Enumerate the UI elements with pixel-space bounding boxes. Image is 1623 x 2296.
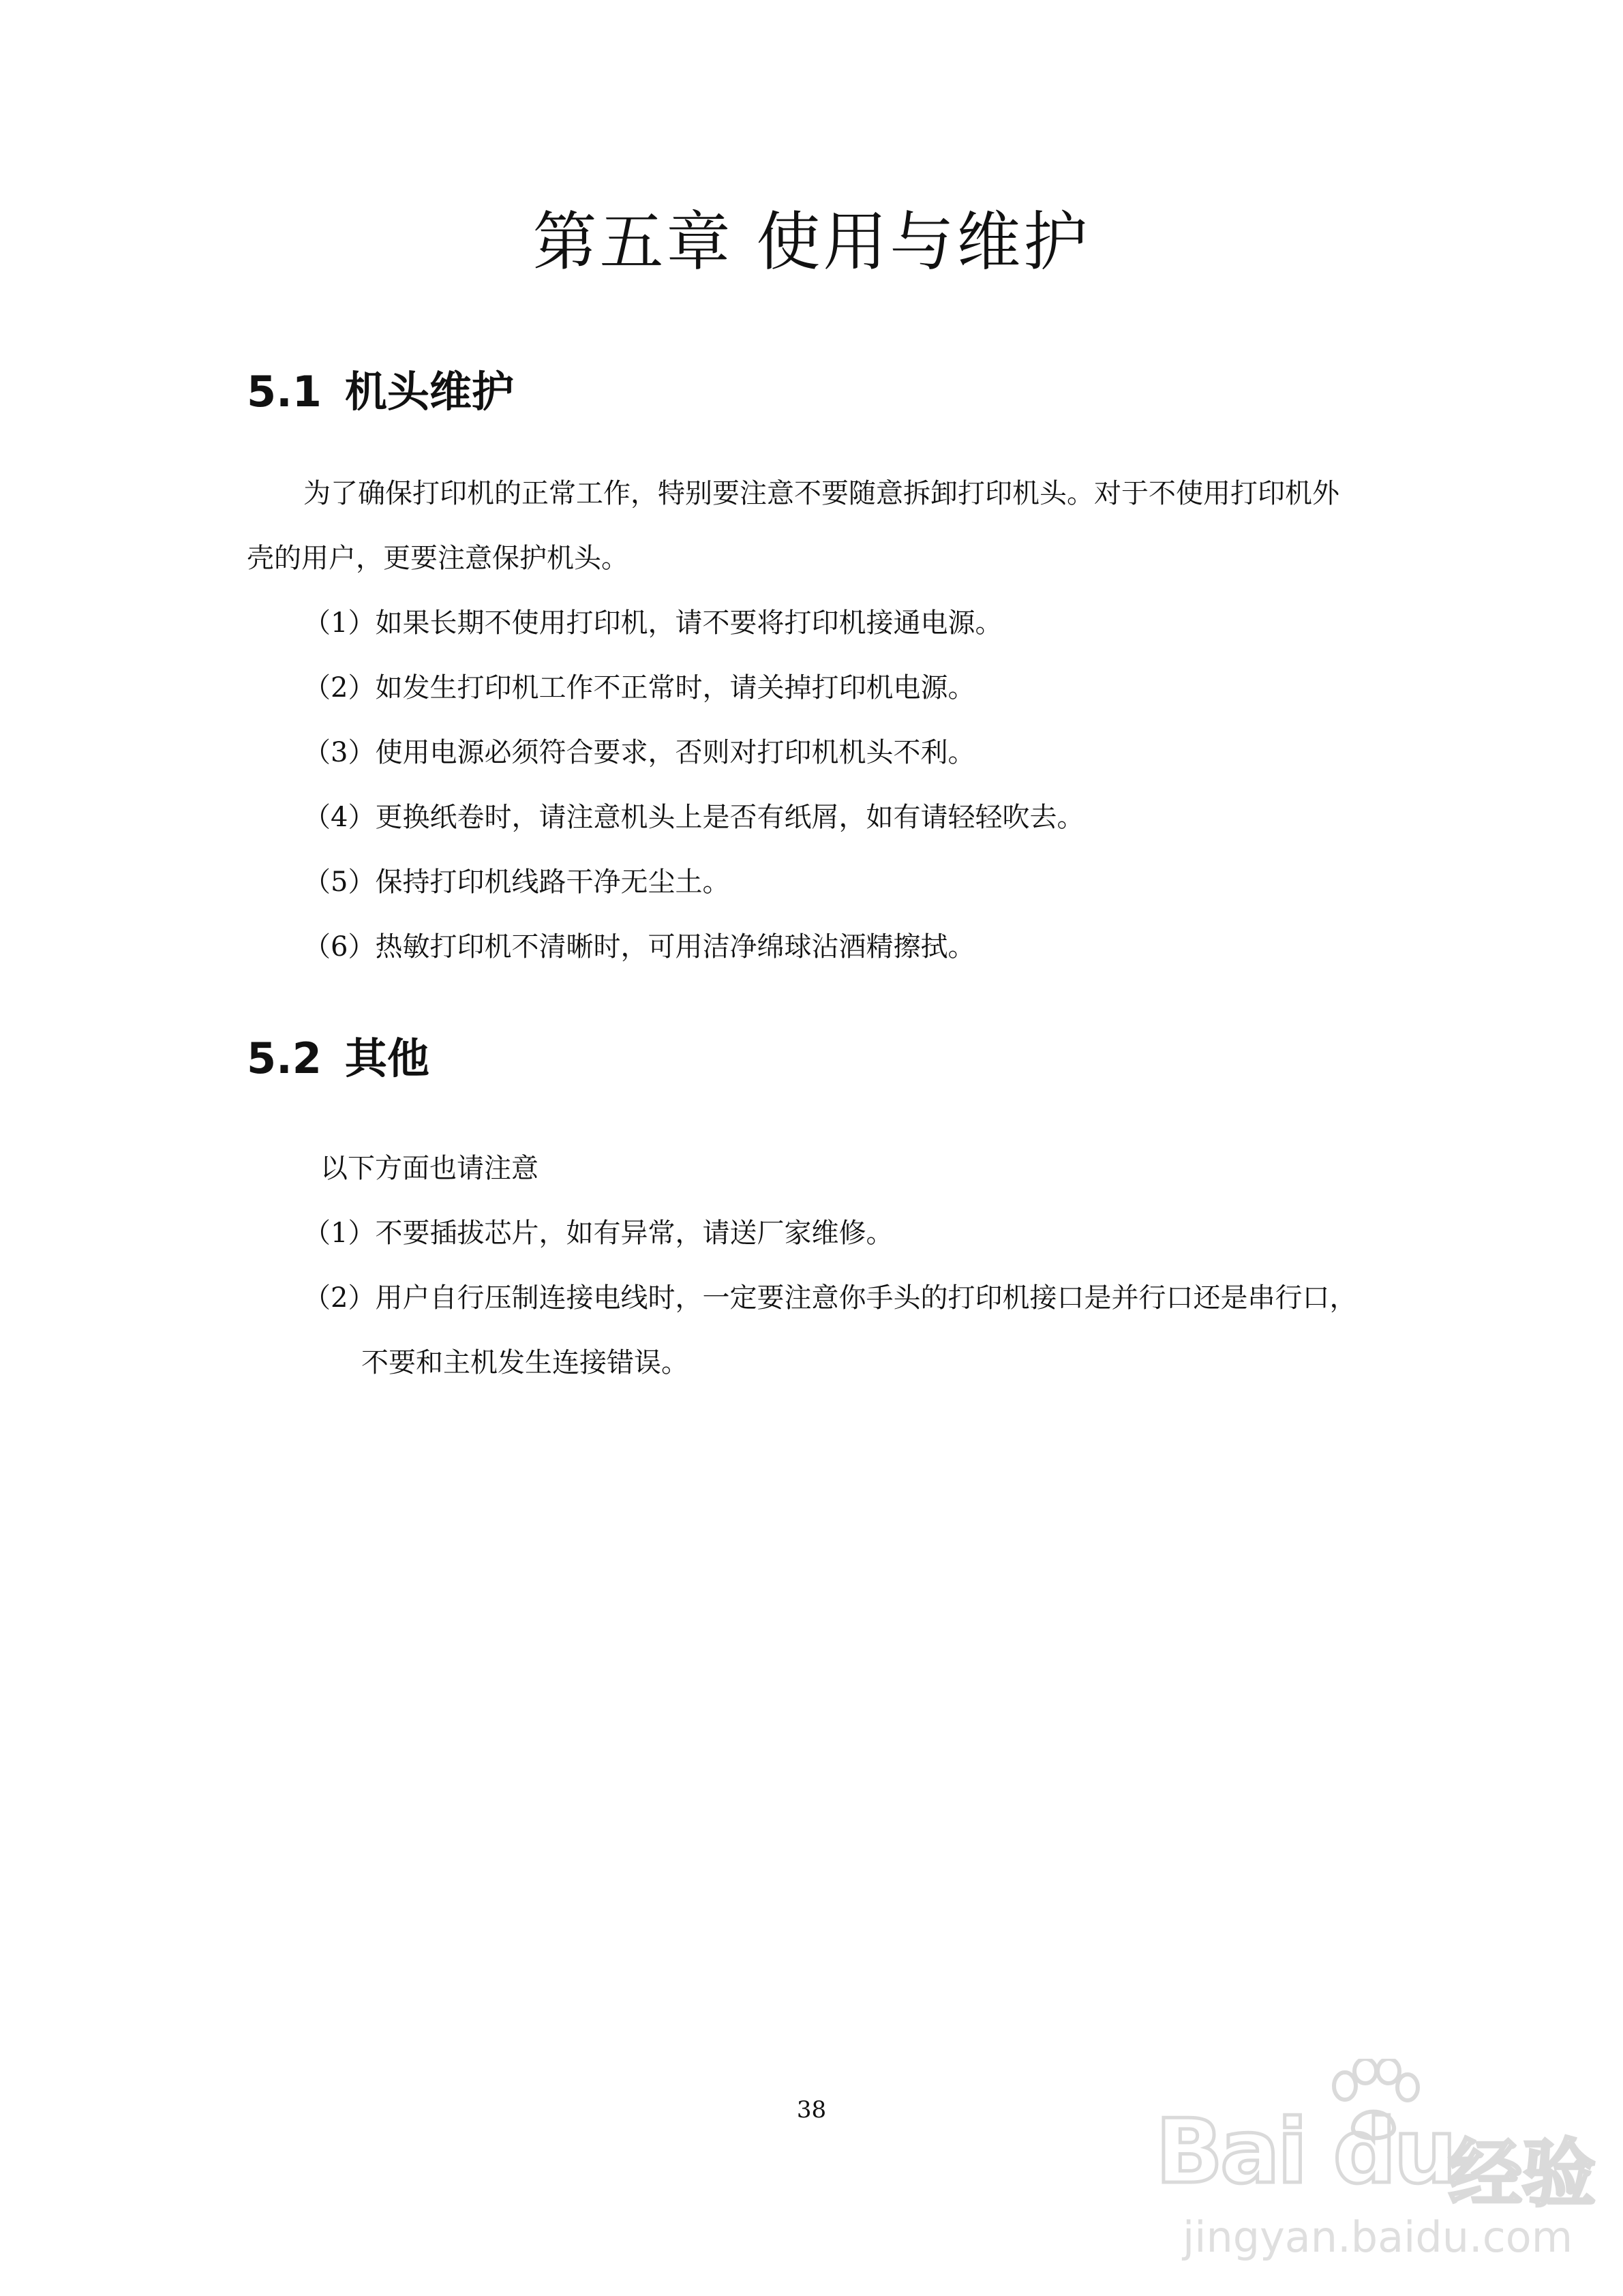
list-item: （1）如果长期不使用打印机，请不要将打印机接通电源。 xyxy=(303,607,1003,639)
watermark-product-text: 经验 xyxy=(1448,2132,1596,2217)
list-item: （5）保持打印机线路干净无尘土。 xyxy=(303,866,730,898)
section-heading-5-1 xyxy=(247,367,514,417)
section2-intro: 以下方面也请注意 xyxy=(320,1153,539,1184)
section-title: 其他 xyxy=(344,1033,429,1083)
section1-intro-line1: 为了确保打印机的正常工作，特别要注意不要随意拆卸打印机头。对于不使用打印机外 xyxy=(303,478,1339,509)
baidu-jingyan-watermark xyxy=(1155,2059,1596,2263)
page-number: 38 xyxy=(796,2096,827,2124)
list-item: （2）用户自行压制连接电线时，一定要注意你手头的打印机接口是并行口还是串行口， xyxy=(303,1282,1357,1314)
list-item: （3）使用电源必须符合要求，否则对打印机机头不利。 xyxy=(303,737,975,768)
list-item: （4）更换纸卷时，请注意机头上是否有纸屑，如有请轻轻吹去。 xyxy=(303,802,1084,833)
section-heading-5-2 xyxy=(247,1033,429,1084)
section-title: 机头维护 xyxy=(344,367,514,417)
list-item: （2）如发生打印机工作不正常时，请关掉打印机电源。 xyxy=(303,672,975,704)
section-number: 5.2 xyxy=(247,1033,322,1083)
list-item-continuation: 不要和主机发生连接错误。 xyxy=(361,1347,688,1378)
watermark-url: jingyan.baidu.com xyxy=(1183,2212,1573,2262)
section-number: 5.1 xyxy=(247,367,322,417)
watermark-logo-text: Bai du xyxy=(1155,2100,1455,2203)
section1-intro-line2: 壳的用户，更要注意保护机头。 xyxy=(247,543,628,574)
chapter-title: 第五章 使用与维护 xyxy=(532,205,1091,280)
list-item: （1）不要插拔芯片，如有异常，请送厂家维修。 xyxy=(303,1218,894,1249)
list-item: （6）热敏打印机不清晰时，可用洁净绵球沾酒精擦拭。 xyxy=(303,931,975,963)
